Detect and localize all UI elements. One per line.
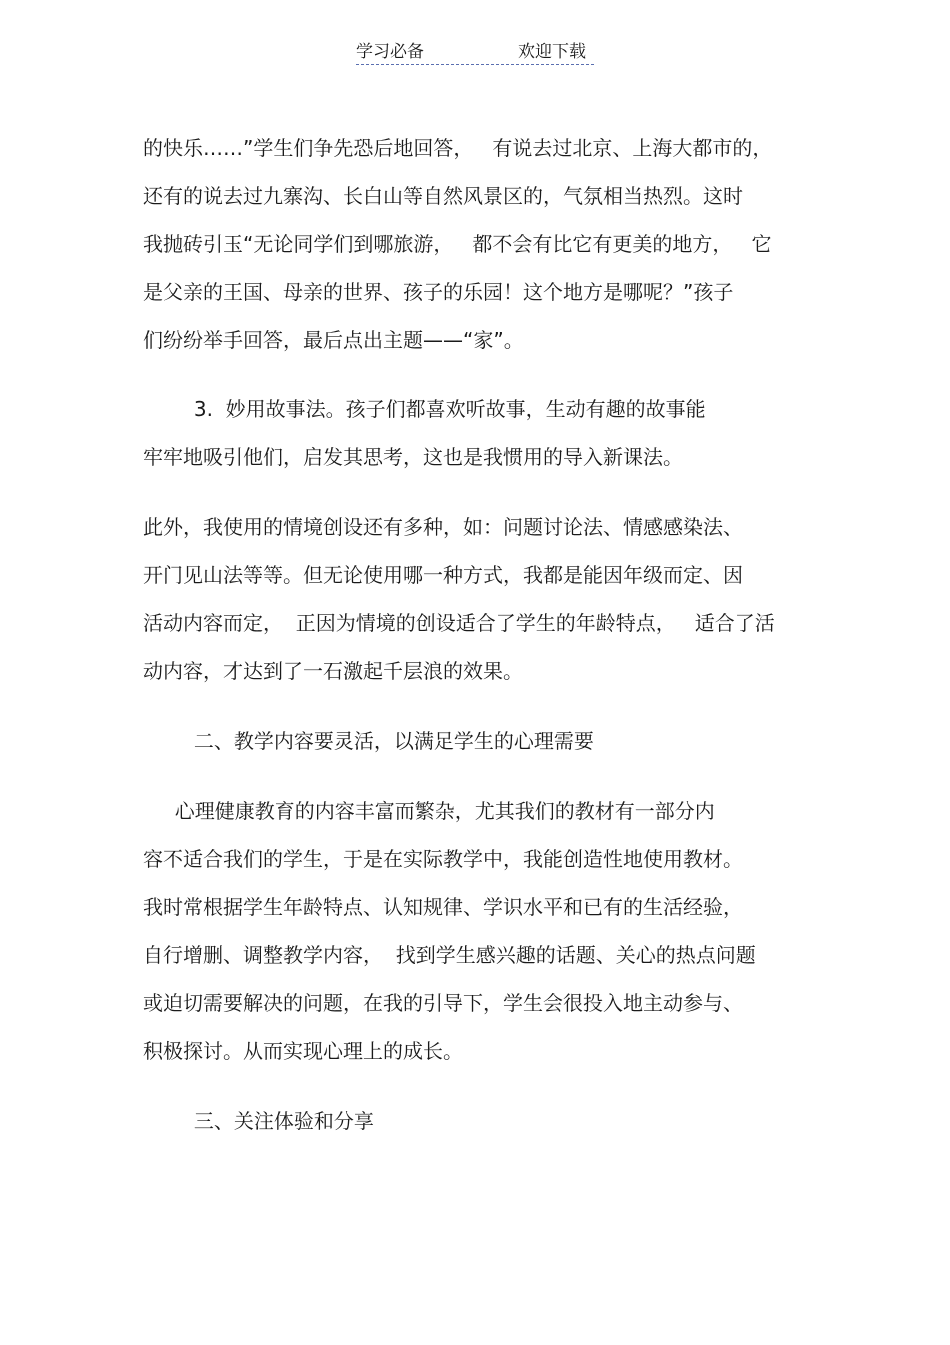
body-line: 3. 妙用故事法。孩子们都喜欢听故事，生动有趣的故事能 xyxy=(143,397,706,421)
body-line: 我时常根据学生年龄特点、认知规律、学识水平和已有的生活经验， xyxy=(143,895,743,919)
page-header xyxy=(356,40,594,65)
body-line: 此外，我使用的情境创设还有多种，如：问题讨论法、情感感染法、 xyxy=(143,515,743,539)
body-line: 容不适合我们的学生，于是在实际教学中，我能创造性地使用教材。 xyxy=(143,847,743,871)
body-line: 积极探讨。从而实现心理上的成长。 xyxy=(143,1039,463,1063)
body-line: 牢牢地吸引他们，启发其思考，这也是我惯用的导入新课法。 xyxy=(143,445,683,469)
body-line: 是父亲的王国、母亲的世界、孩子的乐园！这个地方是哪呢？”孩子 xyxy=(143,280,734,304)
body-line: 的快乐……”学生们争先恐后地回答， 有说去过北京、上海大都市的， xyxy=(143,136,773,160)
body-line: 自行增删、调整教学内容， 找到学生感兴趣的话题、关心的热点问题 xyxy=(143,943,756,967)
header-right-text: 欢迎下载 xyxy=(518,42,586,62)
body-line: 或迫切需要解决的问题，在我的引导下，学生会很投入地主动参与、 xyxy=(143,991,743,1015)
section-heading: 二、教学内容要灵活，以满足学生的心理需要 xyxy=(143,729,594,753)
body-line: 还有的说去过九寨沟、长白山等自然风景区的，气氛相当热烈。这时 xyxy=(143,184,743,208)
section-heading: 三、关注体验和分享 xyxy=(143,1109,374,1133)
body-line: 活动内容而定， 正因为情境的创设适合了学生的年龄特点， 适合了活 xyxy=(143,611,775,635)
body-line: 动内容，才达到了一石激起千层浪的效果。 xyxy=(143,659,523,683)
body-line: 们纷纷举手回答，最后点出主题——“家”。 xyxy=(143,328,524,352)
body-line: 我抛砖引玉“无论同学们到哪旅游， 都不会有比它有更美的地方， 它 xyxy=(143,232,772,256)
body-line: 心理健康教育的内容丰富而繁杂，尤其我们的教材有一部分内 xyxy=(143,799,715,823)
body-line: 开门见山法等等。但无论使用哪一种方式，我都是能因年级而定、因 xyxy=(143,563,743,587)
header-left-text: 学习必备 xyxy=(356,42,424,62)
